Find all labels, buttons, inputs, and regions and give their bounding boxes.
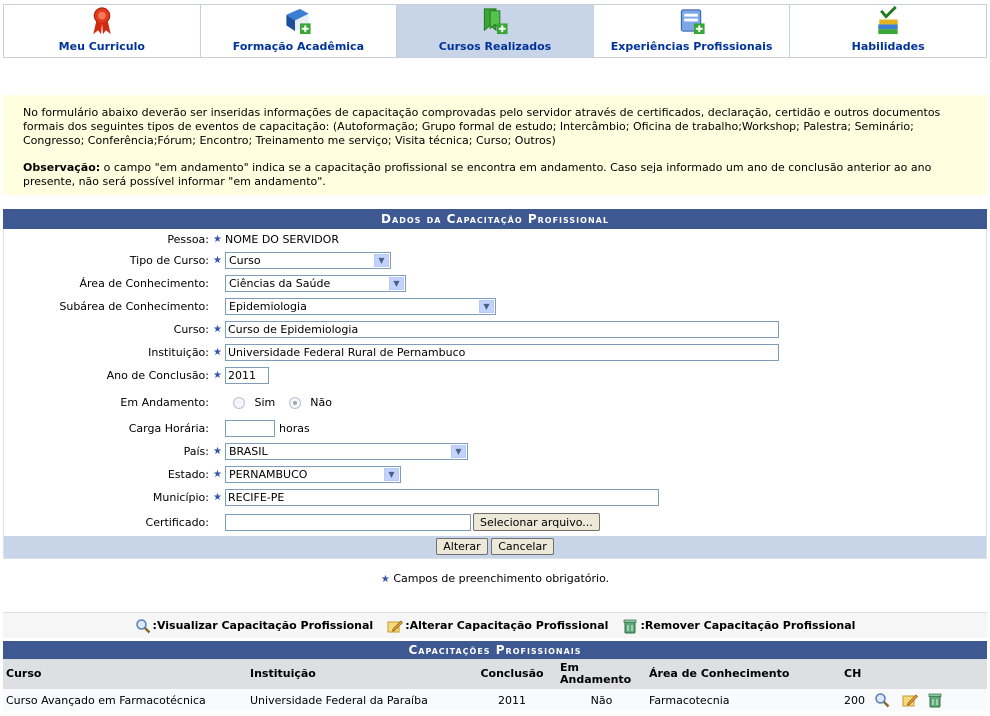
mandatory-text: Campos de preenchimento obrigatório. — [393, 572, 610, 585]
tab-habilidades[interactable] — [790, 5, 986, 57]
nao-label: Não — [310, 396, 332, 409]
row-carga-horaria — [4, 419, 986, 439]
cell-curso: Curso Avançado em Farmacotécnica — [3, 689, 247, 711]
certificado-input[interactable] — [225, 514, 471, 531]
row-area — [4, 274, 986, 294]
col-instituicao: Instituição — [247, 659, 467, 689]
cell-actions — [871, 689, 987, 711]
pais-select[interactable] — [225, 443, 468, 460]
magnifier-icon — [135, 618, 151, 634]
col-ch: CH — [841, 659, 871, 689]
pais-value: BRASIL — [229, 445, 268, 458]
col-curso: Curso — [3, 659, 247, 689]
certificado-label: Certificado: — [145, 516, 209, 529]
chevron-down-icon: ▼ — [384, 468, 399, 481]
legend-edit — [387, 618, 608, 634]
observation-text: o campo "em andamento" indica se a capacitação profissional se encontra em andamento. Caso seja informado um ano de conclusão anterior ao ano presente, não será possível informar "em andamento". — [23, 161, 932, 188]
capacitacao-form — [3, 229, 987, 559]
row-municipio — [4, 488, 986, 508]
cell-em-andamento: Não — [557, 689, 646, 711]
tab-cursos-realizados[interactable] — [397, 5, 594, 57]
book-add-icon — [283, 5, 313, 36]
em-andamento-label: Em Andamento: — [120, 396, 209, 409]
bookmark-add-icon — [480, 5, 510, 36]
curso-input[interactable]: Curso de Epidemiologia — [225, 321, 779, 338]
tab-label: Experiências Profissionais — [610, 40, 773, 53]
sim-radio[interactable] — [233, 397, 245, 409]
required-star-icon: ★ — [213, 234, 222, 245]
tab-meu-curriculo[interactable] — [4, 5, 201, 57]
row-subarea — [4, 297, 986, 317]
horas-label: horas — [279, 422, 310, 435]
required-star-icon: ★ — [213, 446, 222, 457]
cell-area: Farmacotecnia — [646, 689, 841, 711]
carga-horaria-input[interactable] — [225, 420, 275, 437]
required-star-icon: ★ — [213, 370, 222, 381]
chevron-down-icon: ▼ — [389, 277, 404, 290]
em-andamento-radios — [233, 393, 332, 410]
estado-select[interactable] — [225, 466, 401, 483]
instituicao-label: Instituição: — [148, 346, 209, 359]
row-estado — [4, 465, 986, 485]
row-tipo-curso — [4, 251, 986, 271]
form-title: Dados da Capacitação Profissional — [3, 209, 987, 229]
nao-radio[interactable] — [289, 397, 301, 409]
legend-view — [135, 618, 374, 634]
ribbon-award-icon — [87, 5, 117, 36]
legend-remove-text: :Remover Capacitação Profissional — [640, 619, 856, 632]
pais-label: País: — [183, 445, 209, 458]
chevron-down-icon: ▼ — [451, 445, 466, 458]
trash-icon — [622, 618, 638, 634]
legend-remove — [622, 618, 855, 634]
cell-instituicao: Universidade Federal da Paraíba — [247, 689, 467, 711]
observation-label: Observação: — [23, 161, 101, 174]
tab-label: Cursos Realizados — [438, 40, 552, 53]
ano-conclusao-input[interactable]: 2011 — [225, 367, 269, 384]
row-certificado — [4, 513, 986, 533]
form-actions — [4, 536, 986, 558]
row-curso — [4, 320, 986, 340]
cancelar-button[interactable]: Cancelar — [491, 538, 554, 555]
notice-observation — [23, 161, 967, 189]
subarea-value: Epidemiologia — [229, 300, 307, 313]
ano-conclusao-label: Ano de Conclusão: — [106, 369, 209, 382]
curso-label: Curso: — [173, 323, 209, 336]
table-header-row — [3, 659, 987, 689]
subarea-label: Subárea de Conhecimento: — [59, 300, 209, 313]
tipo-curso-value: Curso — [229, 254, 261, 267]
required-star-icon: ★ — [213, 469, 222, 480]
books-check-icon — [873, 5, 903, 36]
col-actions — [871, 659, 987, 689]
actions-legend — [3, 612, 987, 638]
row-em-andamento — [4, 393, 986, 413]
required-star-icon: ★ — [213, 347, 222, 358]
table-row — [3, 689, 987, 711]
municipio-input[interactable]: RECIFE-PE — [225, 489, 659, 506]
legend-edit-text: :Alterar Capacitação Profissional — [405, 619, 609, 632]
estado-label: Estado: — [167, 468, 209, 481]
capacitacoes-table — [3, 659, 987, 711]
area-conhecimento-select[interactable] — [225, 275, 406, 292]
pessoa-label: Pessoa: — [167, 233, 209, 246]
area-label: Área de Conhecimento: — [79, 277, 209, 290]
required-star-icon: ★ — [213, 324, 222, 335]
edit-pencil-icon — [387, 618, 403, 634]
cell-ch: 200 — [841, 689, 871, 711]
instituicao-input[interactable]: Universidade Federal Rural de Pernambuco — [225, 344, 779, 361]
tipo-curso-label: Tipo de Curso: — [129, 254, 209, 267]
col-area: Área de Conhecimento — [646, 659, 841, 689]
legend-view-text: :Visualizar Capacitação Profissional — [152, 619, 374, 632]
cell-conclusao: 2011 — [467, 689, 557, 711]
sim-label: Sim — [254, 396, 276, 409]
row-instituicao — [4, 343, 986, 363]
municipio-label: Município: — [152, 491, 209, 504]
col-conclusao: Conclusão — [467, 659, 557, 689]
tab-label: Formação Acadêmica — [232, 40, 364, 53]
required-star-icon: ★ — [380, 574, 390, 585]
instructions-notice — [3, 95, 987, 195]
row-pais — [4, 442, 986, 462]
tab-label: Meu Curriculo — [58, 40, 145, 53]
selecionar-arquivo-button[interactable]: Selecionar arquivo... — [473, 513, 600, 531]
row-ano-conclusao — [4, 366, 986, 386]
pessoa-value: NOME DO SERVIDOR — [225, 233, 339, 246]
tab-bar — [3, 4, 987, 58]
mandatory-fields-note — [0, 572, 990, 585]
estado-value: PERNAMBUCO — [229, 468, 308, 481]
notice-text: No formulário abaixo deverão ser inseridas informações de capacitação comprovadas pelo servidor através de certificados, declaração, certidão e outros documentos formais dos seguintes tipos de eventos de capacitação: (Autoformação; Grupo formal de estudo; Intercâmbio; Oficina de trabalho;Workshop; Palestra; Seminário; Congresso; Conferência;Fórum; Encontro; Treinamento me serviço; Visita técnica; Curso; Outros) — [23, 106, 941, 147]
list-title: Capacitações Profissionais — [3, 641, 987, 659]
carga-horaria-label: Carga Horária: — [128, 422, 209, 435]
area-value: Ciências da Saúde — [229, 277, 331, 290]
document-add-icon — [677, 5, 707, 36]
alterar-button[interactable]: Alterar — [436, 538, 487, 555]
required-star-icon: ★ — [213, 492, 222, 503]
required-star-icon: ★ — [213, 255, 222, 266]
tipo-curso-select[interactable] — [225, 252, 391, 269]
view-magnifier-icon[interactable] — [874, 692, 890, 708]
tab-experiencias-profissionais[interactable] — [594, 5, 791, 57]
row-pessoa — [4, 230, 986, 250]
edit-pencil-icon[interactable] — [902, 692, 918, 708]
tab-formacao-academica[interactable] — [201, 5, 398, 57]
subarea-conhecimento-select[interactable] — [225, 298, 496, 315]
trash-icon[interactable] — [927, 692, 943, 708]
chevron-down-icon: ▼ — [479, 300, 494, 313]
col-em-andamento: Em Andamento — [557, 659, 646, 689]
tab-label: Habilidades — [851, 40, 925, 53]
chevron-down-icon: ▼ — [374, 254, 389, 267]
